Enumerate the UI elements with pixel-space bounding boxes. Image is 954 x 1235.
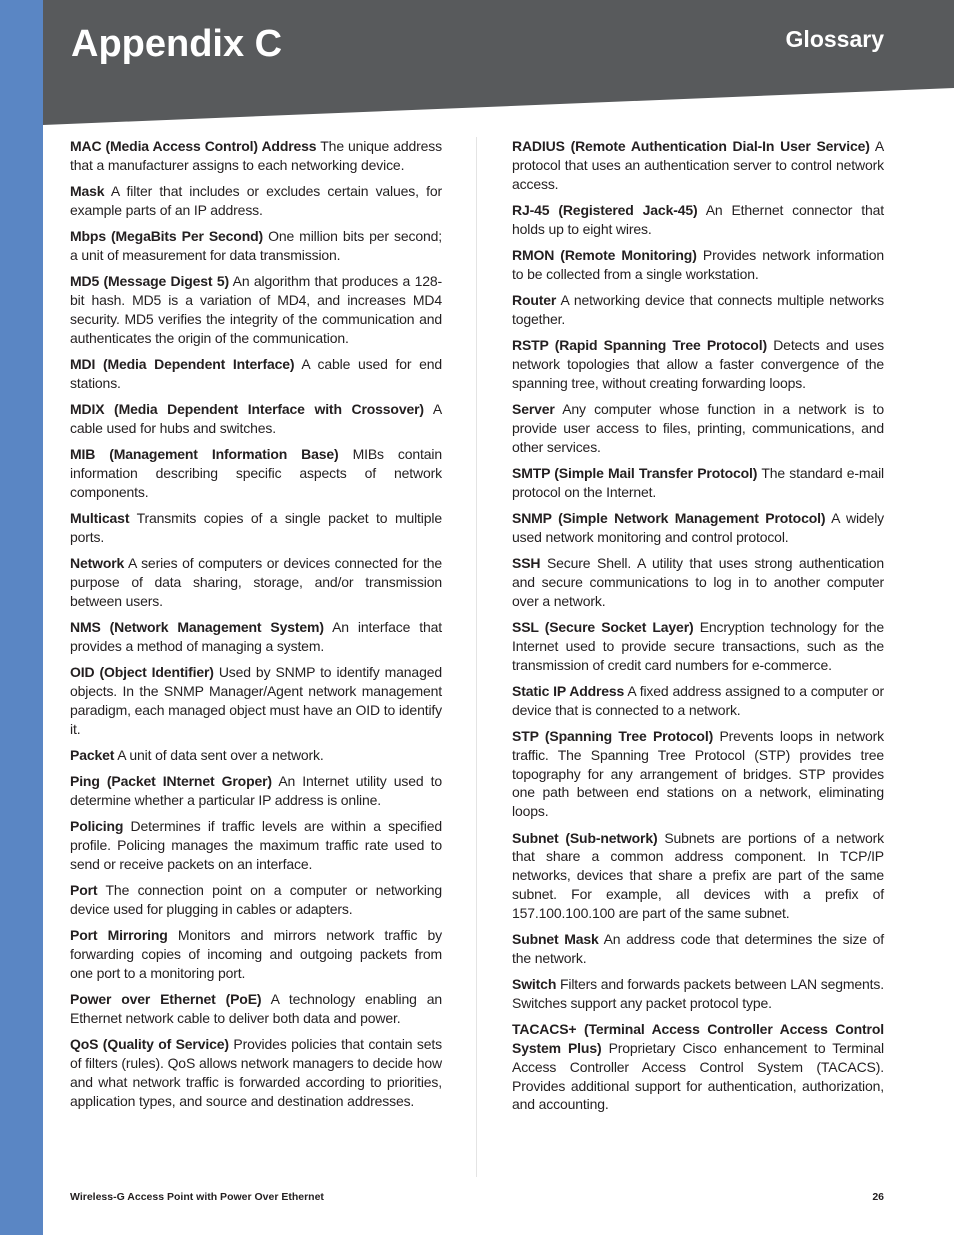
glossary-definition: An address code that determines the size of the network. — [512, 930, 885, 966]
glossary-definition: A networking device that connects multiple networks together. — [512, 292, 884, 327]
glossary-term: RJ-45 (Registered Jack-45) — [512, 201, 698, 218]
glossary-term: Switch — [512, 976, 557, 993]
glossary-entry — [70, 772, 442, 810]
glossary-term: QoS (Quality of Service) — [70, 1036, 229, 1053]
glossary-term: Static IP Address — [512, 682, 625, 699]
glossary-term: MAC (Media Access Control) Address — [70, 138, 317, 154]
glossary-term: SSL (Secure Socket Layer) — [512, 619, 694, 636]
glossary-entry — [70, 663, 442, 738]
glossary-definition: The standard e-mail protocol on the Internet. — [512, 464, 884, 500]
glossary-definition: Filters and forwards packets between LAN segments. Switches support any packet protocol type. — [512, 976, 884, 1011]
glossary-term: NMS (Network Management System) — [70, 619, 324, 636]
glossary-definition: Secure Shell. A utility that uses strong authentication and secure communications to log in to another computer over a network. — [512, 555, 885, 609]
glossary-term: RMON (Remote Monitoring) — [512, 246, 697, 263]
glossary-entry — [70, 182, 442, 220]
glossary-term: Power over Ethernet (PoE) — [70, 991, 262, 1008]
glossary-definition: An Internet utility used to determine whether a particular IP address is online. — [70, 773, 442, 808]
glossary-term: SNMP (Simple Network Management Protocol) — [512, 510, 826, 527]
glossary-definition: Provides policies that contain sets of filters (rules). QoS allows network managers to decide how and what network traffic is forwarded according to priorities, application types, and source and destination addresses. — [70, 1036, 442, 1109]
glossary-term: Network — [70, 555, 125, 572]
glossary-definition: Any computer whose function in a network is to provide user access to files, printing, communications, and other services. — [512, 401, 884, 455]
glossary-term: RADIUS (Remote Authentication Dial-In User Service) — [512, 138, 870, 154]
glossary-term: MDI (Media Dependent Interface) — [70, 355, 295, 372]
section-title: Glossary — [785, 26, 884, 52]
glossary-definition: A unit of data sent over a network. — [117, 746, 324, 763]
glossary-entry — [70, 227, 442, 265]
glossary-definition: A cable used for hubs and switches. — [70, 401, 443, 436]
glossary-entry — [70, 400, 442, 438]
glossary-entry — [70, 137, 442, 175]
glossary-term: STP (Spanning Tree Protocol) — [512, 728, 714, 745]
column-divider — [476, 137, 477, 1177]
glossary-entry — [512, 464, 884, 502]
glossary-entry — [512, 682, 884, 720]
glossary-entry — [70, 445, 442, 501]
glossary-definition: An algorithm that produces a 128-bit hash. MD5 is a variation of MD4, and increases MD4 security. MD5 verifies the integrity of the communication and authenticates the origin of the communication. — [70, 273, 443, 346]
glossary-term: Router — [512, 292, 557, 309]
glossary-definition: Prevents loops in network traffic. The Spanning Tree Protocol (STP) provides tree topography for any arrangement of bridges. STP provides one path between end stations on a network, eliminating loops. — [512, 728, 884, 820]
glossary-column-right — [512, 137, 884, 1122]
glossary-definition: An Ethernet connector that holds up to eight wires. — [512, 201, 885, 237]
glossary-definition: Subnets are portions of a network that share a common address component. In TCP/IP networks, devices that share a prefix are part of the same subnet. For example, all devices with a prefix of 157.100.100.100 are part of the same subnet. — [512, 829, 884, 921]
glossary-column-left — [70, 137, 442, 1118]
glossary-definition: A cable used for end stations. — [70, 355, 442, 391]
footer-product-name: Wireless-G Access Point with Power Over Ethernet — [70, 1191, 324, 1203]
glossary-term: Ping (Packet INternet Groper) — [70, 773, 272, 790]
glossary-term: SSH — [512, 555, 541, 572]
glossary-entry — [70, 272, 442, 347]
glossary-entry — [512, 291, 884, 329]
glossary-entry — [512, 554, 884, 610]
glossary-term: OID (Object Identifier) — [70, 664, 214, 681]
glossary-definition: Proprietary Cisco enhancement to Terminal Access Controller Access Control System (TACACS). Provides additional support for authentication, authorization, and accounting. — [512, 1039, 884, 1113]
glossary-entry — [70, 618, 442, 656]
glossary-definition: A series of computers or devices connected for the purpose of data sharing, storage, and/or transmission between users. — [70, 555, 443, 609]
glossary-term: Subnet Mask — [512, 930, 599, 947]
glossary-term: Policing — [70, 818, 124, 835]
glossary-entry — [70, 746, 442, 765]
footer-page-number: 26 — [872, 1191, 884, 1203]
glossary-entry — [70, 1035, 442, 1110]
glossary-entry — [70, 990, 442, 1028]
glossary-definition: MIBs contain information describing specific aspects of network components. — [70, 446, 442, 500]
glossary-entry — [70, 817, 442, 873]
glossary-entry — [512, 336, 884, 392]
glossary-entry — [70, 355, 442, 393]
glossary-term: MDIX (Media Dependent Interface with Crossover) — [70, 401, 424, 418]
glossary-term: Server — [512, 401, 555, 418]
glossary-entry — [70, 554, 442, 610]
glossary-entry — [512, 1020, 884, 1114]
glossary-definition: A protocol that uses an authentication server to control network access. — [512, 138, 885, 192]
glossary-definition: One million bits per second; a unit of measurement for data transmission. — [70, 228, 442, 263]
glossary-definition: Determines if traffic levels are within a specified profile. Policing manages the maximum traffic rate used to send or receive packets on an interface. — [70, 818, 442, 872]
glossary-term: Mbps (MegaBits Per Second) — [70, 228, 264, 245]
glossary-entry — [512, 930, 884, 968]
glossary-entry — [512, 246, 884, 284]
glossary-definition: A fixed address assigned to a computer or device that is connected to a network. — [512, 682, 884, 718]
page-title: Appendix C — [71, 23, 283, 65]
glossary-definition: An interface that provides a method of managing a system. — [70, 619, 442, 654]
left-sidebar-bar — [0, 0, 43, 1235]
glossary-definition: Provides network information to be collected from a single workstation. — [512, 246, 884, 282]
glossary-definition: The unique address that a manufacturer assigns to each networking device. — [70, 138, 442, 173]
glossary-entry — [70, 509, 442, 547]
glossary-term: SMTP (Simple Mail Transfer Protocol) — [512, 464, 758, 481]
glossary-entry — [512, 137, 884, 193]
glossary-term: MD5 (Message Digest 5) — [70, 273, 230, 290]
glossary-term: TACACS+ (Terminal Access Controller Access Control System Plus) — [512, 1021, 884, 1056]
glossary-term: RSTP (Rapid Spanning Tree Protocol) — [512, 337, 767, 354]
glossary-entry — [512, 201, 884, 239]
glossary-definition: Encryption technology for the Internet used to provide secure transactions, such as the transmission of credit card numbers for e-commerce. — [512, 619, 885, 673]
glossary-term: Subnet (Sub-network) — [512, 829, 658, 846]
glossary-definition: A widely used network monitoring and control protocol. — [512, 510, 885, 545]
glossary-entry — [512, 727, 884, 821]
glossary-entry — [70, 881, 442, 919]
glossary-definition: A filter that includes or excludes certain values, for example parts of an IP address. — [70, 183, 443, 218]
glossary-entry — [512, 829, 884, 923]
glossary-definition: The connection point on a computer or networking device used for plugging in cables or adapters. — [70, 882, 442, 917]
glossary-entry — [512, 400, 884, 456]
glossary-entry — [512, 975, 884, 1013]
glossary-entry — [512, 509, 884, 547]
glossary-entry — [70, 926, 442, 982]
glossary-term: MIB (Management Information Base) — [70, 446, 339, 463]
glossary-definition: Monitors and mirrors network traffic by forwarding copies of incoming and outgoing packets from one port to a monitoring port. — [70, 927, 443, 981]
glossary-term: Packet — [70, 746, 115, 763]
glossary-term: Multicast — [70, 510, 130, 527]
glossary-term: Port Mirroring — [70, 927, 168, 944]
glossary-definition: Detects and uses network topologies that allow a faster convergence of the spanning tree, without creating forwarding loops. — [512, 337, 884, 391]
glossary-definition: Transmits copies of a single packet to multiple ports. — [70, 510, 442, 545]
glossary-term: Mask — [70, 183, 105, 200]
glossary-definition: Used by SNMP to identify managed objects. In the SNMP Manager/Agent network management paradigm, each managed object must have an OID to identify it. — [70, 664, 442, 737]
glossary-definition: A technology enabling an Ethernet network cable to deliver both data and power. — [70, 991, 442, 1026]
glossary-entry — [512, 618, 884, 674]
glossary-term: Port — [70, 882, 98, 899]
